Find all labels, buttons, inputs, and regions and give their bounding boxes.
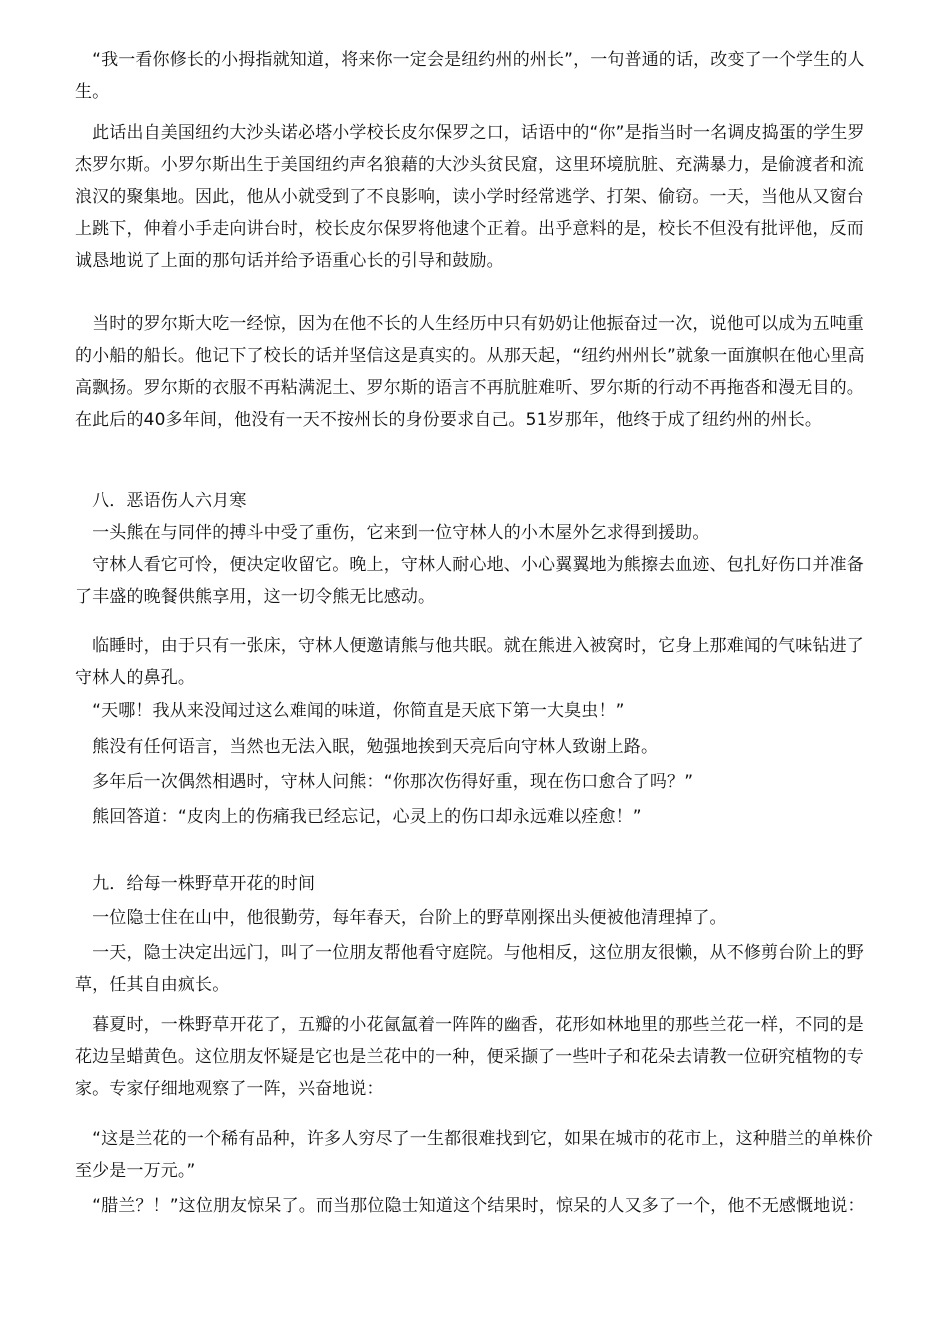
- paragraph: 一头熊在与同伴的搏斗中受了重伤，它来到一位守林人的小木屋外乞求得到援助。: [75, 523, 710, 543]
- paragraph: 暮夏时，一株野草开花了，五瓣的小花氤氲着一阵阵的幽香，花形如林地里的那些兰花一样，不同的是花边呈蜡黄色。这位朋友怀疑是它也是兰花中的一种，便采撷了一些叶子和花朵去请教一位研究植物的专家。专家仔细地观察了一阵，兴奋地说：: [75, 1015, 864, 1099]
- paragraph: 守林人看它可怜，便决定收留它。晚上，守林人耐心地、小心翼翼地为熊擦去血迹、包扎好伤口并准备了丰盛的晚餐供熊享用，这一切令熊无比感动。: [75, 555, 864, 607]
- section-heading: 八．恶语伤人六月寒: [75, 491, 247, 511]
- paragraph: 此话出自美国纽约大沙头诺必塔小学校长皮尔保罗之口，话语中的“你”是指当时一名调皮捣蛋的学生罗杰罗尔斯。小罗尔斯出生于美国纽约声名狼藉的大沙头贫民窟，这里环境肮脏、充满暴力，是偷渡者和流浪汉的聚集地。因此，他从小就受到了不良影响，读小学时经常逃学、打架、偷窃。一天，当他从又窗台上跳下，伸着小手走向讲台时，校长皮尔保罗将他逮个正着。出乎意料的是，校长不但没有批评他，反而诚恳地说了上面的那句话并给予语重心长的引导和鼓励。: [75, 123, 865, 271]
- paragraph: 临睡时，由于只有一张床，守林人便邀请熊与他共眠。就在熊进入被窝时，它身上那难闻的气味钻进了守林人的鼻孔。: [75, 636, 864, 688]
- paragraph: 熊回答道：“皮肉上的伤痛我已经忘记，心灵上的伤口却永远难以痊愈！”: [75, 807, 642, 827]
- paragraph: “腊兰？！”这位朋友惊呆了。而当那位隐士知道这个结果时，惊呆的人又多了一个，他不无感慨地说：: [75, 1196, 865, 1216]
- paragraph: “这是兰花的一个稀有品种，许多人穷尽了一生都很难找到它，如果在城市的花市上，这种腊兰的单株价至少是一万元。”: [75, 1129, 873, 1181]
- section-heading: 九．给每一株野草开花的时间: [75, 874, 316, 894]
- paragraph: 多年后一次偶然相遇时，守林人问熊：“你那次伤得好重，现在伤口愈合了吗？”: [75, 772, 694, 792]
- paragraph: “天哪！我从来没闻过这么难闻的味道，你简直是天底下第一大臭虫！”: [75, 701, 625, 721]
- paragraph: 当时的罗尔斯大吃一经惊，因为在他不长的人生经历中只有奶奶让他振奋过一次，说他可以成为五吨重的小船的船长。他记下了校长的话并坚信这是真实的。从那天起，“纽约州州长”就象一面旗帜在他心里高高飘扬。罗尔斯的衣服不再粘满泥土、罗尔斯的语言不再肮脏难听、罗尔斯的行动不再拖沓和漫无目的。在此后的40多年间，他没有一天不按州长的身份要求自己。51岁那年，他终于成了纽约州的州长。: [75, 314, 865, 430]
- paragraph: 熊没有任何语言，当然也无法入眠，勉强地挨到天亮后向守林人致谢上路。: [75, 737, 659, 757]
- paragraph: 一位隐士住在山中，他很勤劳，每年春天，台阶上的野草刚探出头便被他清理掉了。: [75, 908, 727, 928]
- paragraph: 一天，隐士决定出远门，叫了一位朋友帮他看守庭院。与他相反，这位朋友很懒，从不修剪台阶上的野草，任其自由疯长。: [75, 943, 864, 995]
- paragraph: “我一看你修长的小拇指就知道，将来你一定会是纽约州的州长”，一句普通的话，改变了一个学生的人生。: [75, 50, 865, 102]
